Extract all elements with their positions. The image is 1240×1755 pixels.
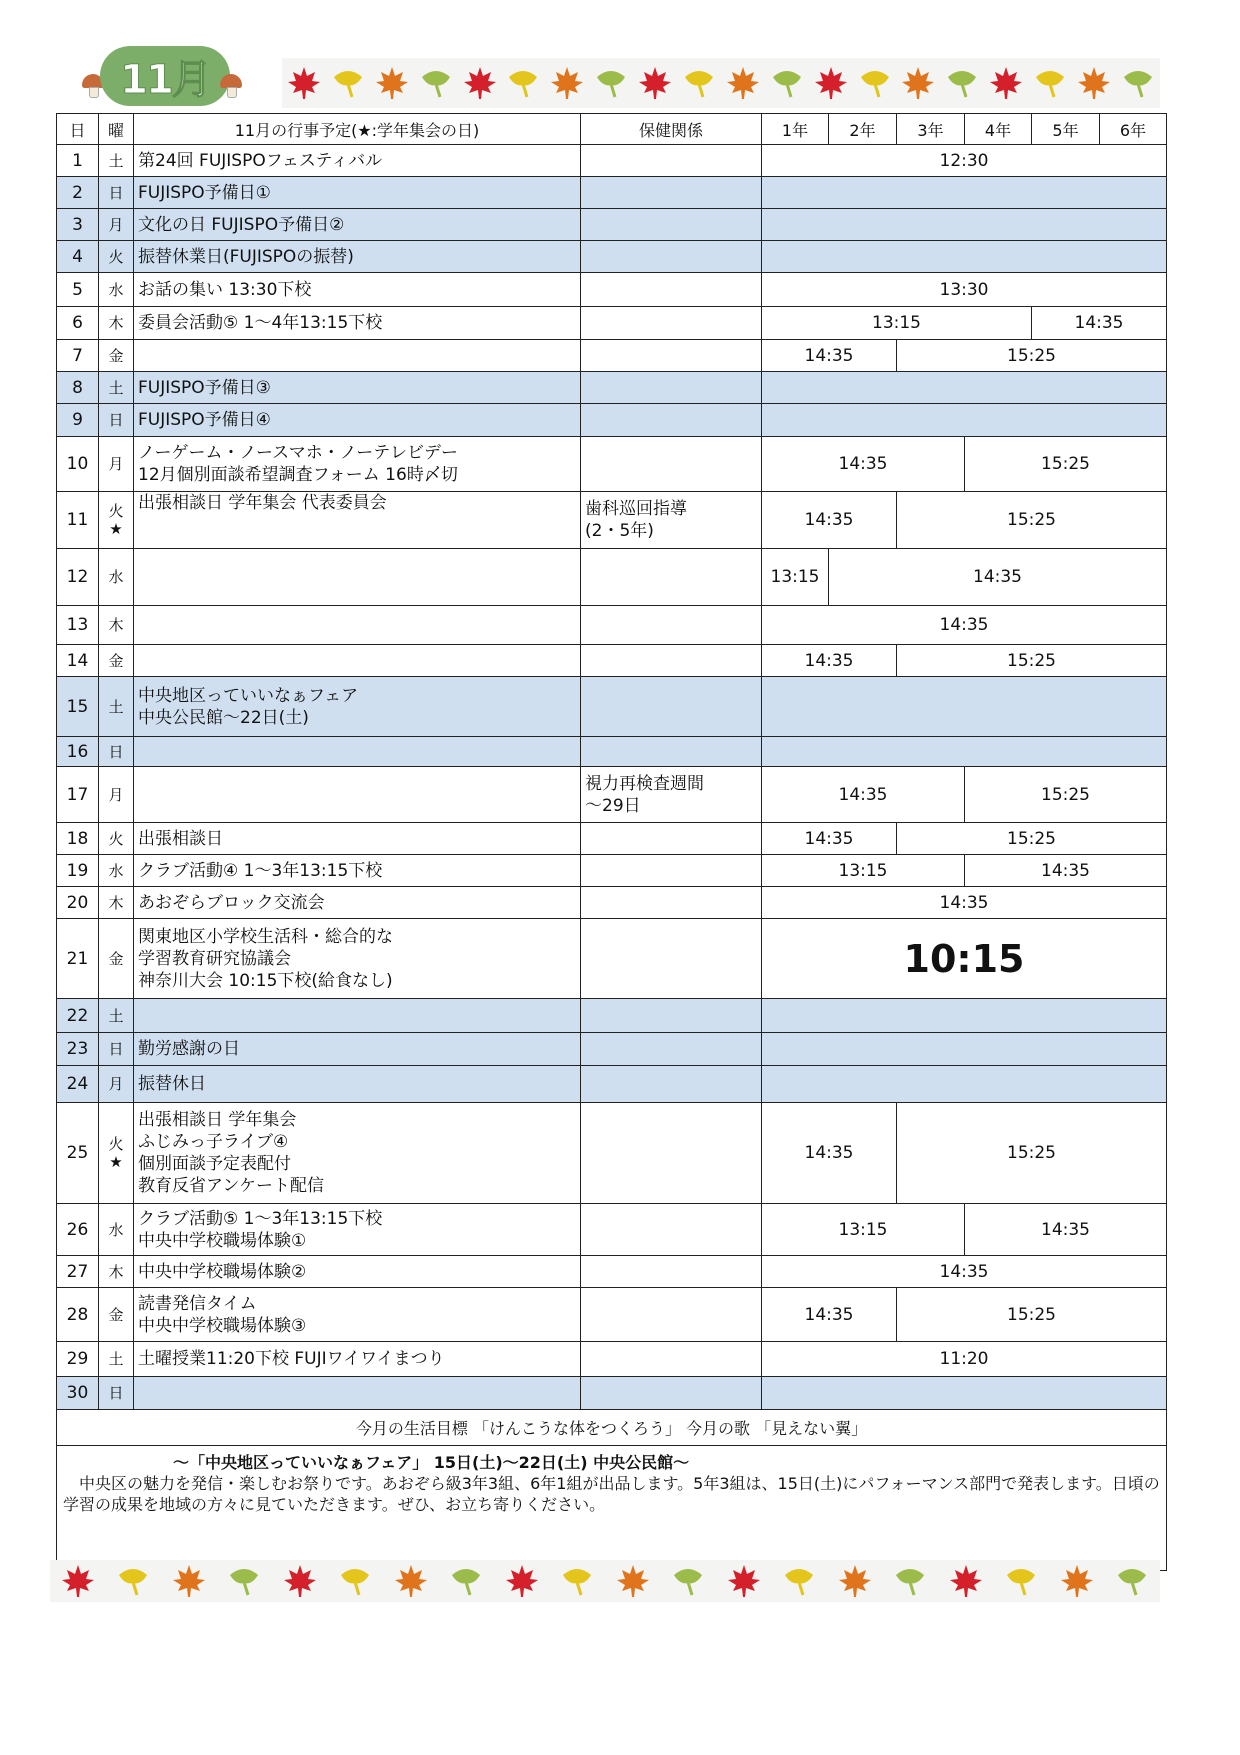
day-cell: 11 (57, 492, 99, 549)
events-cell (134, 999, 581, 1033)
day-cell: 29 (57, 1342, 99, 1377)
dismissal-time-cell (762, 177, 1167, 209)
table-row (57, 767, 1167, 823)
table-row (57, 307, 1167, 340)
col-events: 11月の行事予定(★:学年集会の日) (134, 114, 581, 145)
weekday-cell: 金 (99, 919, 134, 999)
dismissal-time-cell: 14:35 (762, 767, 965, 823)
day-cell: 4 (57, 241, 99, 273)
events-cell: クラブ活動⑤ 1～3年13:15下校 中央中学校職場体験① (134, 1204, 581, 1256)
maple-leaf-icon (900, 65, 936, 101)
health-cell (581, 1288, 762, 1342)
day-cell: 12 (57, 549, 99, 606)
health-cell (581, 372, 762, 404)
day-cell: 24 (57, 1066, 99, 1103)
day-cell: 25 (57, 1103, 99, 1204)
table-row (57, 404, 1167, 437)
events-cell (134, 1377, 581, 1410)
events-cell: FUJISPO予備日④ (134, 404, 581, 437)
weekday-cell: 日 (99, 1033, 134, 1066)
day-cell: 10 (57, 437, 99, 492)
events-cell: お話の集い 13:30下校 (134, 273, 581, 307)
dismissal-time-cell: 14:35 (965, 1204, 1167, 1256)
ginkgo-leaf-icon (593, 65, 629, 101)
weekday-cell: 火 (99, 241, 134, 273)
events-cell: 委員会活動⑤ 1～4年13:15下校 (134, 307, 581, 340)
dismissal-time-cell: 13:15 (762, 549, 829, 606)
monthly-goal: 今月の生活目標 「けんこうな体をつくろう」 今月の歌 「見えない翼」 (57, 1410, 1167, 1446)
mushroom-icon (220, 74, 242, 88)
table-row (57, 887, 1167, 919)
day-cell: 26 (57, 1204, 99, 1256)
events-cell: クラブ活動④ 1～3年13:15下校 (134, 855, 581, 887)
day-cell: 30 (57, 1377, 99, 1410)
maple-leaf-icon (615, 1563, 651, 1599)
ginkgo-leaf-icon (1003, 1563, 1039, 1599)
col-dow: 曜 (99, 114, 134, 145)
events-cell: 文化の日 FUJISPO予備日② (134, 209, 581, 241)
events-cell: 振替休業日(FUJISPOの振替) (134, 241, 581, 273)
table-row (57, 999, 1167, 1033)
table-row (57, 737, 1167, 767)
health-cell (581, 999, 762, 1033)
ginkgo-leaf-icon (769, 65, 805, 101)
health-cell (581, 606, 762, 645)
table-row (57, 340, 1167, 372)
table-row (57, 372, 1167, 404)
events-cell: 関東地区小学校生活科・総合的な 学習教育研究協議会 神奈川大会 10:15下校(給食なし) (134, 919, 581, 999)
weekday-cell: 月 (99, 1066, 134, 1103)
health-cell (581, 887, 762, 919)
table-row (57, 549, 1167, 606)
events-cell (134, 340, 581, 372)
day-cell: 7 (57, 340, 99, 372)
dismissal-time-cell: 15:25 (965, 437, 1167, 492)
dismissal-time-cell (762, 677, 1167, 737)
day-cell: 23 (57, 1033, 99, 1066)
col-day: 日 (57, 114, 99, 145)
events-cell: 第24回 FUJISPOフェスティバル (134, 145, 581, 177)
health-cell (581, 340, 762, 372)
weekday-cell: 土 (99, 677, 134, 737)
health-cell (581, 1342, 762, 1377)
health-cell (581, 855, 762, 887)
maple-leaf-icon (462, 65, 498, 101)
dismissal-time-cell (762, 372, 1167, 404)
health-cell (581, 1256, 762, 1288)
ginkgo-leaf-icon (337, 1563, 373, 1599)
dismissal-time-cell: 13:15 (762, 1204, 965, 1256)
ginkgo-leaf-icon (1120, 65, 1156, 101)
col-grade-1: 1年 (762, 114, 829, 145)
dismissal-time-cell: 14:35 (762, 1256, 1167, 1288)
ginkgo-leaf-icon (505, 65, 541, 101)
ginkgo-leaf-icon (781, 1563, 817, 1599)
ginkgo-leaf-icon (330, 65, 366, 101)
dismissal-time-cell: 14:35 (762, 645, 897, 677)
table-row (57, 855, 1167, 887)
maple-leaf-icon (725, 65, 761, 101)
table-row (57, 1103, 1167, 1204)
events-cell: あおぞらブロック交流会 (134, 887, 581, 919)
dismissal-time-cell: 15:25 (897, 492, 1167, 549)
day-cell: 1 (57, 145, 99, 177)
events-cell: FUJISPO予備日① (134, 177, 581, 209)
health-cell (581, 549, 762, 606)
dismissal-time-cell: 14:35 (762, 606, 1167, 645)
table-row (57, 209, 1167, 241)
health-cell (581, 437, 762, 492)
health-cell (581, 1204, 762, 1256)
weekday-cell: 月 (99, 209, 134, 241)
maple-leaf-icon (637, 65, 673, 101)
events-cell: FUJISPO予備日③ (134, 372, 581, 404)
events-cell (134, 606, 581, 645)
ginkgo-leaf-icon (559, 1563, 595, 1599)
maple-leaf-icon (988, 65, 1024, 101)
table-row (57, 273, 1167, 307)
leaf-border-top (282, 58, 1160, 108)
day-cell: 9 (57, 404, 99, 437)
day-cell: 16 (57, 737, 99, 767)
dismissal-time-cell (762, 737, 1167, 767)
dismissal-time-cell: 14:35 (762, 1288, 897, 1342)
events-cell (134, 645, 581, 677)
weekday-cell: 土 (99, 999, 134, 1033)
ginkgo-leaf-icon (681, 65, 717, 101)
health-cell (581, 209, 762, 241)
maple-leaf-icon (549, 65, 585, 101)
table-row (57, 919, 1167, 999)
col-grade-6: 6年 (1100, 114, 1167, 145)
health-cell: 視力再検査週間 ～29日 (581, 767, 762, 823)
weekday-cell: 日 (99, 177, 134, 209)
dismissal-time-cell: 14:35 (762, 823, 897, 855)
day-cell: 8 (57, 372, 99, 404)
dismissal-time-cell: 15:25 (897, 340, 1167, 372)
table-row (57, 1342, 1167, 1377)
ginkgo-leaf-icon (1032, 65, 1068, 101)
table-row (57, 241, 1167, 273)
events-cell (134, 767, 581, 823)
weekday-cell: 金 (99, 340, 134, 372)
weekday-cell: 土 (99, 372, 134, 404)
day-cell: 17 (57, 767, 99, 823)
day-cell: 13 (57, 606, 99, 645)
dismissal-time-cell: 14:35 (762, 1103, 897, 1204)
weekday-cell: 火 ★ (99, 1103, 134, 1204)
weekday-cell: 日 (99, 404, 134, 437)
table-row (57, 437, 1167, 492)
maple-leaf-icon (948, 1563, 984, 1599)
ginkgo-leaf-icon (670, 1563, 706, 1599)
maple-leaf-icon (504, 1563, 540, 1599)
maple-leaf-icon (1059, 1563, 1095, 1599)
weekday-cell: 木 (99, 1256, 134, 1288)
ginkgo-leaf-icon (944, 65, 980, 101)
dismissal-time-cell: 14:35 (762, 340, 897, 372)
dismissal-time-cell (762, 1033, 1167, 1066)
weekday-cell: 水 (99, 273, 134, 307)
table-row (57, 145, 1167, 177)
dismissal-time-cell: 15:25 (897, 645, 1167, 677)
day-cell: 2 (57, 177, 99, 209)
dismissal-time-cell (762, 1066, 1167, 1103)
table-row (57, 1033, 1167, 1066)
events-cell: 出張相談日 学年集会 ふじみっ子ライブ④ 個別面談予定表配付 教育反省アンケート配信 (134, 1103, 581, 1204)
day-cell: 20 (57, 887, 99, 919)
dismissal-time-cell: 14:35 (965, 855, 1167, 887)
day-cell: 6 (57, 307, 99, 340)
day-cell: 19 (57, 855, 99, 887)
table-row (57, 177, 1167, 209)
table-row (57, 1256, 1167, 1288)
day-cell: 5 (57, 273, 99, 307)
weekday-cell: 水 (99, 1204, 134, 1256)
ginkgo-leaf-icon (857, 65, 893, 101)
weekday-cell: 月 (99, 437, 134, 492)
ginkgo-leaf-icon (892, 1563, 928, 1599)
table-row (57, 492, 1167, 549)
table-row (57, 823, 1167, 855)
health-cell (581, 1033, 762, 1066)
notes-title: ～「中央地区っていいなぁフェア」 15日(土)～22日(土) 中央公民館～ (173, 1453, 690, 1472)
dismissal-time-cell: 11:20 (762, 1342, 1167, 1377)
day-cell: 27 (57, 1256, 99, 1288)
health-cell (581, 307, 762, 340)
health-cell (581, 645, 762, 677)
dismissal-time-cell (762, 241, 1167, 273)
events-cell: 土曜授業11:20下校 FUJIワイワイまつり (134, 1342, 581, 1377)
dismissal-time-cell: 15:25 (897, 1288, 1167, 1342)
notes-body: 中央区の魅力を発信・楽しむお祭りです。あおぞら級3年3組、6年1組が出品します。5年3組は、15日(土)にパフォーマンス部門で発表します。日頃の学習の成果を地域の方々に見ていただきます。ぜひ、お立ち寄りください。 (63, 1474, 1160, 1514)
health-cell (581, 823, 762, 855)
health-cell: 歯科巡回指導 (2・5年) (581, 492, 762, 549)
maple-leaf-icon (837, 1563, 873, 1599)
col-grade-2: 2年 (829, 114, 897, 145)
month-label: 11月 (120, 56, 210, 103)
ginkgo-leaf-icon (1114, 1563, 1150, 1599)
maple-leaf-icon (60, 1563, 96, 1599)
dismissal-time-cell: 15:25 (965, 767, 1167, 823)
col-health: 保健関係 (581, 114, 762, 145)
dismissal-time-cell (762, 209, 1167, 241)
dismissal-time-cell: 15:25 (897, 1103, 1167, 1204)
maple-leaf-icon (374, 65, 410, 101)
month-logo (60, 40, 270, 112)
events-cell: 中央中学校職場体験② (134, 1256, 581, 1288)
ginkgo-leaf-icon (115, 1563, 151, 1599)
maple-leaf-icon (813, 65, 849, 101)
events-cell: 出張相談日 (134, 823, 581, 855)
health-cell (581, 1066, 762, 1103)
health-cell (581, 919, 762, 999)
maple-leaf-icon (726, 1563, 762, 1599)
table-row (57, 1066, 1167, 1103)
ginkgo-leaf-icon (418, 65, 454, 101)
day-cell: 15 (57, 677, 99, 737)
weekday-cell: 土 (99, 145, 134, 177)
header-row (57, 114, 1167, 145)
dismissal-time-cell: 14:35 (829, 549, 1167, 606)
events-cell (134, 549, 581, 606)
col-grade-3: 3年 (897, 114, 965, 145)
ginkgo-leaf-icon (448, 1563, 484, 1599)
dismissal-time-cell (762, 1377, 1167, 1410)
dismissal-time-cell: 14:35 (762, 492, 897, 549)
weekday-cell: 火 ★ (99, 492, 134, 549)
month-badge (100, 46, 230, 106)
weekday-cell: 木 (99, 887, 134, 919)
dismissal-time-cell: 13:15 (762, 307, 1032, 340)
weekday-cell: 水 (99, 855, 134, 887)
maple-leaf-icon (282, 1563, 318, 1599)
weekday-cell: 木 (99, 606, 134, 645)
maple-leaf-icon (286, 65, 322, 101)
weekday-cell: 水 (99, 549, 134, 606)
day-cell: 14 (57, 645, 99, 677)
notes (57, 1446, 1167, 1571)
schedule-table (56, 113, 1167, 1571)
events-cell: 振替休日 (134, 1066, 581, 1103)
weekday-cell: 日 (99, 737, 134, 767)
weekday-cell: 日 (99, 1377, 134, 1410)
health-cell (581, 273, 762, 307)
day-cell: 22 (57, 999, 99, 1033)
health-cell (581, 241, 762, 273)
dismissal-time-cell: 13:15 (762, 855, 965, 887)
maple-leaf-icon (393, 1563, 429, 1599)
weekday-cell: 月 (99, 767, 134, 823)
dismissal-time-cell: 12:30 (762, 145, 1167, 177)
dismissal-time-cell (762, 999, 1167, 1033)
dismissal-time-cell: 14:35 (762, 887, 1167, 919)
dismissal-time-cell: 13:30 (762, 273, 1167, 307)
day-cell: 3 (57, 209, 99, 241)
maple-leaf-icon (1076, 65, 1112, 101)
health-cell (581, 737, 762, 767)
dismissal-time-cell: 15:25 (897, 823, 1167, 855)
events-cell: ノーゲーム・ノースマホ・ノーテレビデー 12月個別面談希望調査フォーム 16時〆切 (134, 437, 581, 492)
day-cell: 18 (57, 823, 99, 855)
weekday-cell: 金 (99, 645, 134, 677)
weekday-cell: 土 (99, 1342, 134, 1377)
dismissal-time-cell: 14:35 (762, 437, 965, 492)
dismissal-time-cell (762, 404, 1167, 437)
events-cell: 出張相談日 学年集会 代表委員会 (134, 492, 581, 549)
table-row (57, 645, 1167, 677)
table-row (57, 1377, 1167, 1410)
events-cell: 中央地区っていいなぁフェア 中央公民館～22日(土) (134, 677, 581, 737)
weekday-cell: 木 (99, 307, 134, 340)
notes-row (57, 1446, 1167, 1571)
dismissal-time-cell: 14:35 (1032, 307, 1167, 340)
col-grade-5: 5年 (1032, 114, 1100, 145)
events-cell: 勤労感謝の日 (134, 1033, 581, 1066)
weekday-cell: 金 (99, 1288, 134, 1342)
dismissal-time-cell: 10:15 (762, 919, 1167, 999)
health-cell (581, 677, 762, 737)
day-cell: 28 (57, 1288, 99, 1342)
events-cell: 読書発信タイム 中央中学校職場体験③ (134, 1288, 581, 1342)
col-grade-4: 4年 (965, 114, 1032, 145)
table-row (57, 606, 1167, 645)
day-cell: 21 (57, 919, 99, 999)
weekday-cell: 火 (99, 823, 134, 855)
table-row (57, 1288, 1167, 1342)
maple-leaf-icon (171, 1563, 207, 1599)
ginkgo-leaf-icon (226, 1563, 262, 1599)
table-row (57, 1204, 1167, 1256)
table-row (57, 677, 1167, 737)
health-cell (581, 1377, 762, 1410)
health-cell (581, 1103, 762, 1204)
health-cell (581, 404, 762, 437)
health-cell (581, 145, 762, 177)
health-cell (581, 177, 762, 209)
leaf-border-bottom (50, 1560, 1160, 1602)
events-cell (134, 737, 581, 767)
goal-row (57, 1410, 1167, 1446)
